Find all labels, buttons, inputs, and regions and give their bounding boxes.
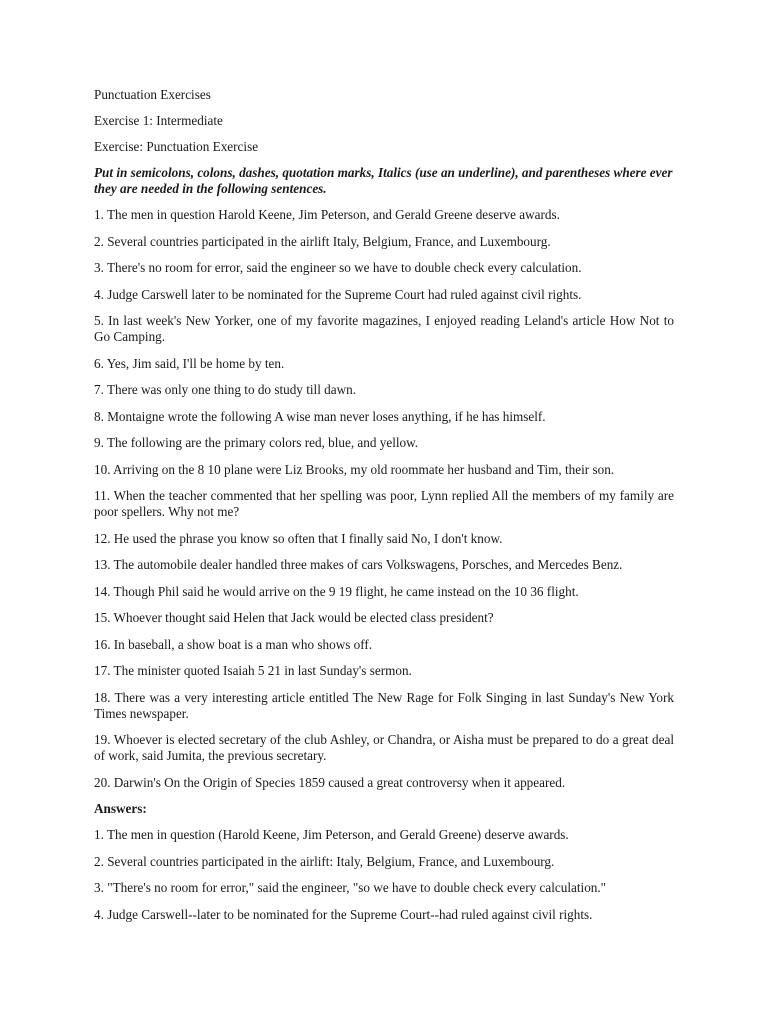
answers-heading: Answers:	[94, 801, 147, 816]
question-item: 15. Whoever thought said Helen that Jack would be elected class president?	[94, 610, 494, 625]
question-item: 18. There was a very interesting article entitled The New Rage for Folk Singing in last Sunday's New York Times newspaper.	[94, 689, 674, 721]
answer-item: 4. Judge Carswell--later to be nominated for the Supreme Court--had ruled against civil rights.	[94, 906, 593, 922]
exercise-name: Exercise: Punctuation Exercise	[94, 139, 259, 154]
question-item: 12. He used the phrase you know so often that I finally said No, I don't know.	[94, 530, 503, 546]
question-item: 14. Though Phil said he would arrive on the 9 19 flight, he came instead on the 10 36 flight.	[94, 583, 579, 599]
question-item: 7. There was only one thing to do study till dawn.	[94, 382, 357, 397]
exercise-level: Exercise 1: Intermediate	[94, 113, 223, 128]
answer-list	[94, 827, 674, 923]
question-item: 10. Arriving on the 8 10 plane were Liz Brooks, my old roommate her husband and Tim, their son.	[94, 461, 615, 477]
document-page	[94, 87, 674, 933]
question-item: 20. Darwin's On the Origin of Species 1859 caused a great controversy when it appeared.	[94, 774, 566, 790]
question-item: 1. The men in question Harold Keene, Jim Peterson, and Gerald Greene deserve awards.	[94, 207, 560, 222]
question-item: 4. Judge Carswell later to be nominated for the Supreme Court had ruled against civil rights.	[94, 286, 582, 302]
question-item: 13. The automobile dealer handled three makes of cars Volkswagens, Porsches, and Mercedes Benz.	[94, 557, 623, 572]
question-item: 6. Yes, Jim said, I'll be home by ten.	[94, 355, 285, 371]
answer-item: 2. Several countries participated in the airlift: Italy, Belgium, France, and Luxembourg.	[94, 853, 555, 869]
question-item: 11. When the teacher commented that her spelling was poor, Lynn replied All the members of my family are poor spellers. Why not me?	[94, 488, 674, 519]
question-item: 8. Montaigne wrote the following A wise man never loses anything, if he has himself.	[94, 408, 546, 424]
answer-item: 1. The men in question (Harold Keene, Jim Peterson, and Gerald Greene) deserve awards.	[94, 827, 569, 842]
question-item: 17. The minister quoted Isaiah 5 21 in last Sunday's sermon.	[94, 663, 412, 678]
question-item: 16. In baseball, a show boat is a man who shows off.	[94, 636, 373, 652]
question-item: 9. The following are the primary colors red, blue, and yellow.	[94, 435, 419, 450]
instructions: Put in semicolons, colons, dashes, quotation marks, Italics (use an underline), and parentheses where ever they are needed in the following sentences.	[94, 165, 673, 196]
question-item: 3. There's no room for error, said the engineer so we have to double check every calculation.	[94, 260, 582, 275]
question-item: 5. In last week's New Yorker, one of my favorite magazines, I enjoyed reading Leland's article How Not to Go Camping.	[94, 313, 674, 344]
question-list	[94, 207, 674, 791]
answer-item: 3. "There's no room for error," said the engineer, "so we have to double check every calculation."	[94, 880, 607, 895]
document-title: Punctuation Exercises	[94, 87, 211, 102]
question-item: 2. Several countries participated in the airlift Italy, Belgium, France, and Luxembourg.	[94, 233, 551, 249]
question-item: 19. Whoever is elected secretary of the club Ashley, or Chandra, or Aisha must be prepared to do a great deal of work, said Jumita, the previous secretary.	[94, 732, 674, 763]
